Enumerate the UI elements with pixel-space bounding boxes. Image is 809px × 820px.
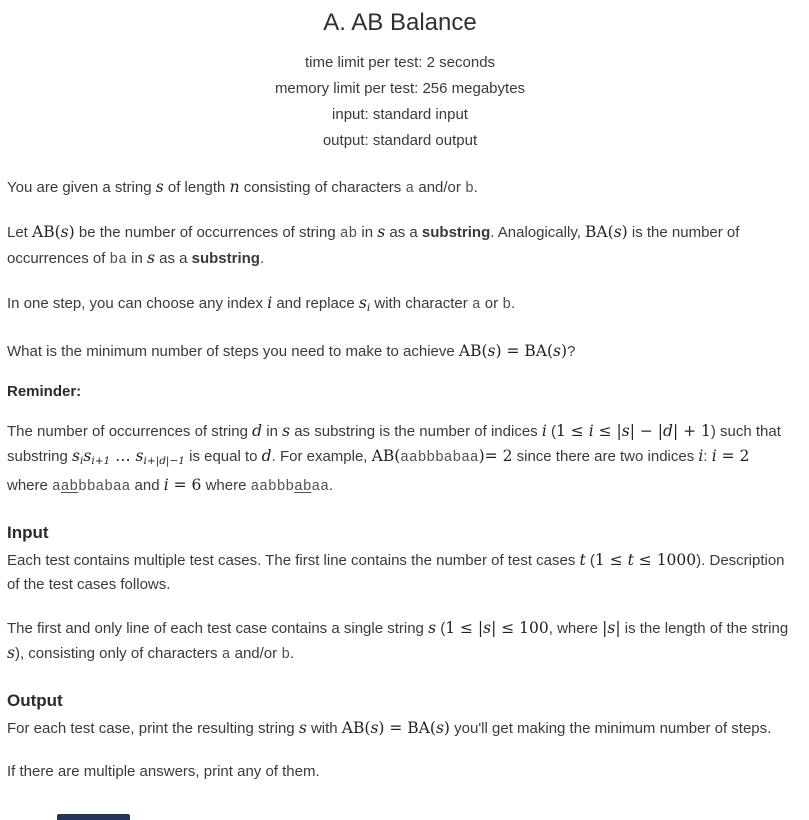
input-file-value: standard input <box>372 106 468 123</box>
output-paragraph <box>7 716 793 741</box>
text-segment: | + 1 <box>672 422 711 440</box>
text-segment: a <box>405 181 415 197</box>
text-segment: i <box>588 422 594 440</box>
text-segment: AB( <box>32 223 61 241</box>
text-segment: . <box>328 477 334 494</box>
text-segment: s <box>60 223 69 241</box>
statement-paragraph <box>7 175 793 201</box>
text-segment: s <box>553 342 561 360</box>
text-segment: For each test case, print the resulting string <box>7 720 299 737</box>
text-segment: b <box>465 181 474 197</box>
text-segment: | <box>602 619 608 637</box>
text-segment: . <box>473 179 478 196</box>
text-segment: You are given a string <box>7 179 156 196</box>
statement-paragraph <box>7 220 793 272</box>
text-segment: ( <box>585 552 595 569</box>
reminder-heading: Reminder: <box>7 383 82 400</box>
text-segment: . <box>511 295 516 312</box>
text-segment: AB( <box>371 447 401 465</box>
text-segment: s <box>146 249 155 267</box>
text-segment: i <box>366 302 371 314</box>
text-segment: in <box>126 250 147 267</box>
text-segment: . <box>259 250 265 267</box>
text-segment: is equal to <box>184 448 262 465</box>
text-segment: aa <box>311 479 329 495</box>
text-segment: ? <box>567 343 576 360</box>
text-segment: is the length of the string <box>620 620 789 637</box>
text-segment: ) <box>621 223 628 241</box>
text-segment: AB( <box>458 342 488 360</box>
text-segment: a <box>221 647 231 663</box>
text-segment: i <box>163 476 169 494</box>
text-segment: s <box>7 644 15 662</box>
input-file-label: input: <box>332 106 369 123</box>
text-segment: s <box>435 719 444 737</box>
memory-limit-value: 256 megabytes <box>422 80 526 97</box>
text-segment: s <box>135 447 144 465</box>
text-segment: s <box>607 619 616 637</box>
text-segment: you'll get making the minimum number of steps. <box>449 720 772 737</box>
memory-limit-label: memory limit per test: <box>274 80 419 97</box>
text-segment: d <box>663 422 673 440</box>
text-segment: and/or <box>414 179 466 196</box>
text-segment: The first and only line of each test case contains a single string <box>7 620 429 637</box>
text-segment: in <box>357 224 378 241</box>
text-segment: ab <box>60 479 79 495</box>
text-segment: s <box>487 342 496 360</box>
input-heading: Input <box>7 523 49 542</box>
text-segment: substring <box>421 224 491 241</box>
text-segment: is the number of occurrences of <box>7 224 740 267</box>
text-segment: … <box>110 447 136 465</box>
output-heading: Output <box>7 691 63 710</box>
text-segment: a <box>471 297 481 313</box>
text-segment: | ≤ 100 <box>491 619 549 637</box>
text-segment: s <box>298 719 307 737</box>
text-segment: . For example, <box>271 448 372 465</box>
text-segment: b <box>502 297 512 313</box>
text-segment: Let <box>7 224 33 241</box>
text-segment: i <box>80 455 84 467</box>
text-segment: AB( <box>341 719 371 737</box>
text-segment: ) such that substring <box>7 423 781 465</box>
text-segment: i+|d|−1 <box>143 455 185 467</box>
text-segment: | − | <box>629 422 663 440</box>
text-segment: s <box>483 619 492 637</box>
text-segment: as a <box>385 224 422 241</box>
text-segment: bbabaa <box>78 479 131 495</box>
text-segment: d <box>261 447 272 465</box>
text-segment: s <box>358 294 367 312</box>
text-segment: 1 ≤ | <box>445 619 484 637</box>
text-segment: | <box>615 619 621 637</box>
statement-section <box>7 175 793 364</box>
text-segment: = 6 <box>168 476 202 494</box>
input-section <box>7 522 793 667</box>
text-segment: t <box>579 551 586 569</box>
output-section <box>7 690 793 784</box>
problem-meta <box>7 50 793 154</box>
text-segment: If there are multiple answers, print any of them. <box>7 763 320 780</box>
text-segment: i <box>267 294 273 312</box>
text-segment: consisting of characters <box>239 179 406 196</box>
text-segment: BA( <box>585 223 614 241</box>
text-segment: ab <box>294 479 312 495</box>
input-paragraph <box>7 616 793 667</box>
text-segment: 1 ≤ <box>555 422 589 440</box>
text-segment: ) <box>68 223 75 241</box>
text-segment: be the number of occurrences of string <box>74 224 340 241</box>
time-limit-value: 2 seconds <box>426 54 496 71</box>
text-segment: ( <box>436 620 446 637</box>
problem-statement <box>0 9 809 784</box>
text-segment: i+1 <box>91 455 111 467</box>
text-segment: ( <box>546 423 556 440</box>
text-segment: and replace <box>272 295 359 312</box>
text-segment: with <box>306 720 342 737</box>
text-segment: aabbbabaa <box>400 450 479 466</box>
text-segment: b <box>281 647 291 663</box>
text-segment: s <box>72 447 81 465</box>
text-segment: ba <box>109 252 127 268</box>
text-segment: s <box>282 422 291 440</box>
text-segment: s <box>370 719 379 737</box>
text-segment: and <box>130 477 164 494</box>
statement-paragraph <box>7 291 793 320</box>
text-segment: ≤ 1000 <box>633 551 697 569</box>
output-file-label: output: <box>322 132 369 149</box>
text-segment: = 2 <box>716 447 750 465</box>
text-segment: where <box>201 477 251 494</box>
text-segment: s <box>428 619 437 637</box>
text-segment: since there are two indices <box>512 448 699 465</box>
problem-title: A. AB Balance <box>323 9 477 36</box>
text-segment: d <box>252 422 263 440</box>
text-segment: in <box>262 423 283 440</box>
bottom-partial-element <box>57 814 130 820</box>
text-segment: or <box>480 295 503 312</box>
input-paragraph <box>7 548 793 597</box>
text-segment: as substring is the number of indices <box>290 423 542 440</box>
text-segment: ) <box>443 719 450 737</box>
text-segment: . Analogically, <box>490 224 586 241</box>
text-segment: ), consisting only of characters <box>14 645 222 662</box>
text-segment: : <box>703 448 712 465</box>
text-segment: n <box>229 178 240 196</box>
statement-paragraph <box>7 339 793 364</box>
text-segment: of length <box>163 179 230 196</box>
text-segment: What is the minimum number of steps you need to make to achieve <box>7 343 459 360</box>
time-limit <box>7 50 793 76</box>
text-segment: i <box>541 422 547 440</box>
output-paragraph <box>7 760 793 784</box>
text-segment: The number of occurrences of string <box>7 423 253 440</box>
memory-limit <box>7 76 793 102</box>
text-segment: s <box>613 223 622 241</box>
text-segment: , where <box>548 620 603 637</box>
text-segment: a <box>52 479 61 495</box>
text-segment: as a <box>154 250 192 267</box>
text-segment: Each test contains multiple test cases. The first line contains the number of test cases <box>7 552 580 569</box>
text-segment: In one step, you can choose any index <box>7 295 268 312</box>
text-segment: and/or <box>230 645 282 662</box>
reminder-paragraph <box>7 419 793 499</box>
text-segment: 1 ≤ <box>594 551 628 569</box>
text-segment: s <box>155 178 164 196</box>
reminder-section <box>7 383 793 499</box>
text-segment: substring <box>191 250 260 267</box>
text-segment: . <box>290 645 295 662</box>
text-segment: ). Description of the test cases follows. <box>7 552 785 593</box>
output-file-value: standard output <box>372 132 478 149</box>
text-segment: with character <box>370 295 472 312</box>
text-segment: s <box>621 422 630 440</box>
input-file <box>7 102 793 128</box>
text-segment: t <box>627 551 634 569</box>
text-segment: )= 2 <box>478 447 513 465</box>
text-segment: ab <box>339 226 358 242</box>
time-limit-label: time limit per test: <box>304 54 423 71</box>
text-segment: where <box>7 477 53 494</box>
text-segment: i <box>698 447 704 465</box>
text-segment: aabbb <box>250 479 295 495</box>
text-segment: s <box>83 447 92 465</box>
text-segment: s <box>377 223 386 241</box>
text-segment: ) <box>561 342 568 360</box>
text-segment: ) = BA( <box>495 342 554 360</box>
text-segment: ≤ | <box>593 422 622 440</box>
output-file <box>7 128 793 154</box>
text-segment: ) = BA( <box>378 719 436 737</box>
text-segment: i <box>711 447 717 465</box>
